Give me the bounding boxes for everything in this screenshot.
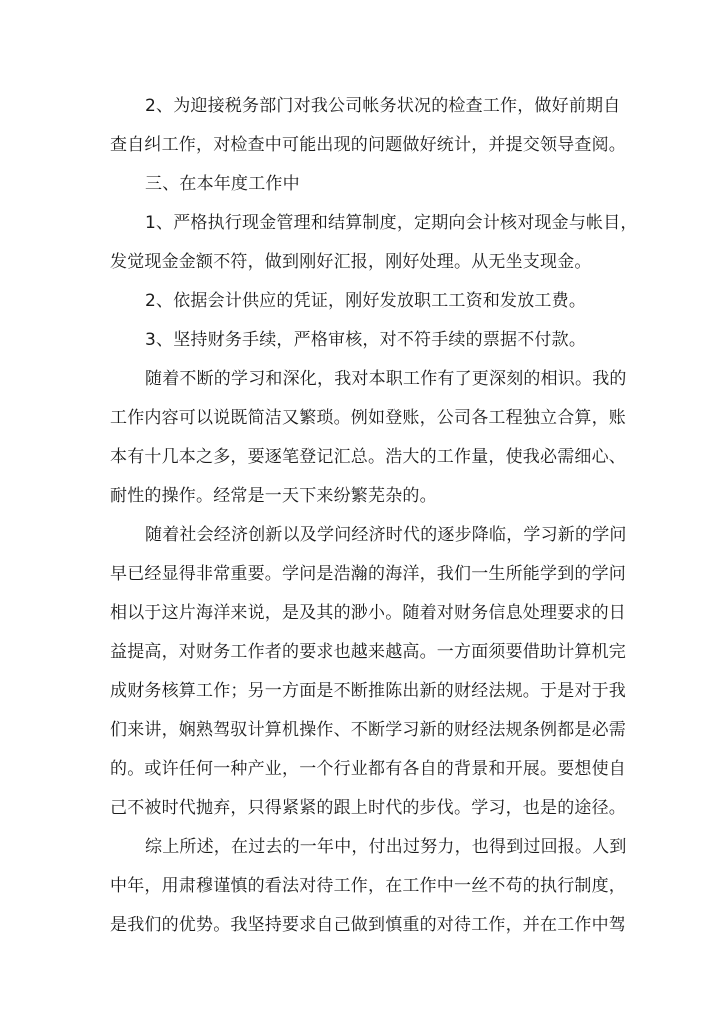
paragraph-line: 查自纠工作，对检查中可能出现的问题做好统计，并提交领导查阅。 xyxy=(110,135,626,155)
paragraph-line: 益提高，对财务工作者的要求也越来越高。一方面须要借助计算机完 xyxy=(110,642,626,662)
paragraph-line: 随着社会经济创新以及学问经济时代的逐步降临，学习新的学问 xyxy=(145,525,627,545)
paragraph-line: 2、依据会计供应的凭证，刚好发放职工工资和发放工费。 xyxy=(145,291,587,311)
paragraph-line: 的。或许任何一种产业，一个行业都有各自的背景和开展。要想使自 xyxy=(110,759,626,779)
paragraph-line: 早已经显得非常重要。学问是浩瀚的海洋，我们一生所能学到的学问 xyxy=(110,564,626,584)
paragraph-line: 随着不断的学习和深化，我对本职工作有了更深刻的相识。我的 xyxy=(145,369,627,389)
paragraph-line: 2、为迎接税务部门对我公司帐务状况的检查工作，做好前期自 xyxy=(145,96,621,116)
paragraph-line: 工作内容可以说既简洁又繁琐。例如登账，公司各工程独立合算，账 xyxy=(110,408,626,428)
paragraph-line: 本有十几本之多，要逐笔登记汇总。浩大的工作量，使我必需细心、 xyxy=(110,447,626,467)
paragraph-line: 发觉现金金额不符，做到刚好汇报，刚好处理。从无坐支现金。 xyxy=(110,252,592,272)
paragraph-line: 3、坚持财务手续，严格审核，对不符手续的票据不付款。 xyxy=(145,330,587,350)
paragraph-line: 中年，用肃穆谨慎的看法对待工作，在工作中一丝不苟的执行制度， xyxy=(110,876,626,896)
section-heading: 三、在本年度工作中 xyxy=(145,174,300,194)
paragraph-line: 综上所述，在过去的一年中，付出过努力，也得到过回报。人到 xyxy=(145,837,627,857)
paragraph-line: 成财务核算工作；另一方面是不断推陈出新的财经法规。于是对于我 xyxy=(110,681,626,701)
paragraph-line: 耐性的操作。经常是一天下来纷繁芜杂的。 xyxy=(110,486,437,506)
paragraph-line: 己不被时代抛弃，只得紧紧的跟上时代的步伐。学习，也是的途径。 xyxy=(110,798,626,818)
paragraph-line: 们来讲，娴熟驾驭计算机操作、不断学习新的财经法规条例都是必需 xyxy=(110,720,626,740)
paragraph-line: 是我们的优势。我坚持要求自己做到慎重的对待工作，并在工作中驾 xyxy=(110,915,626,935)
paragraph-line: 1、严格执行现金管理和结算制度，定期向会计核对现金与帐目， xyxy=(145,213,638,233)
paragraph-line: 相以于这片海洋来说，是及其的渺小。随着对财务信息处理要求的日 xyxy=(110,603,626,623)
